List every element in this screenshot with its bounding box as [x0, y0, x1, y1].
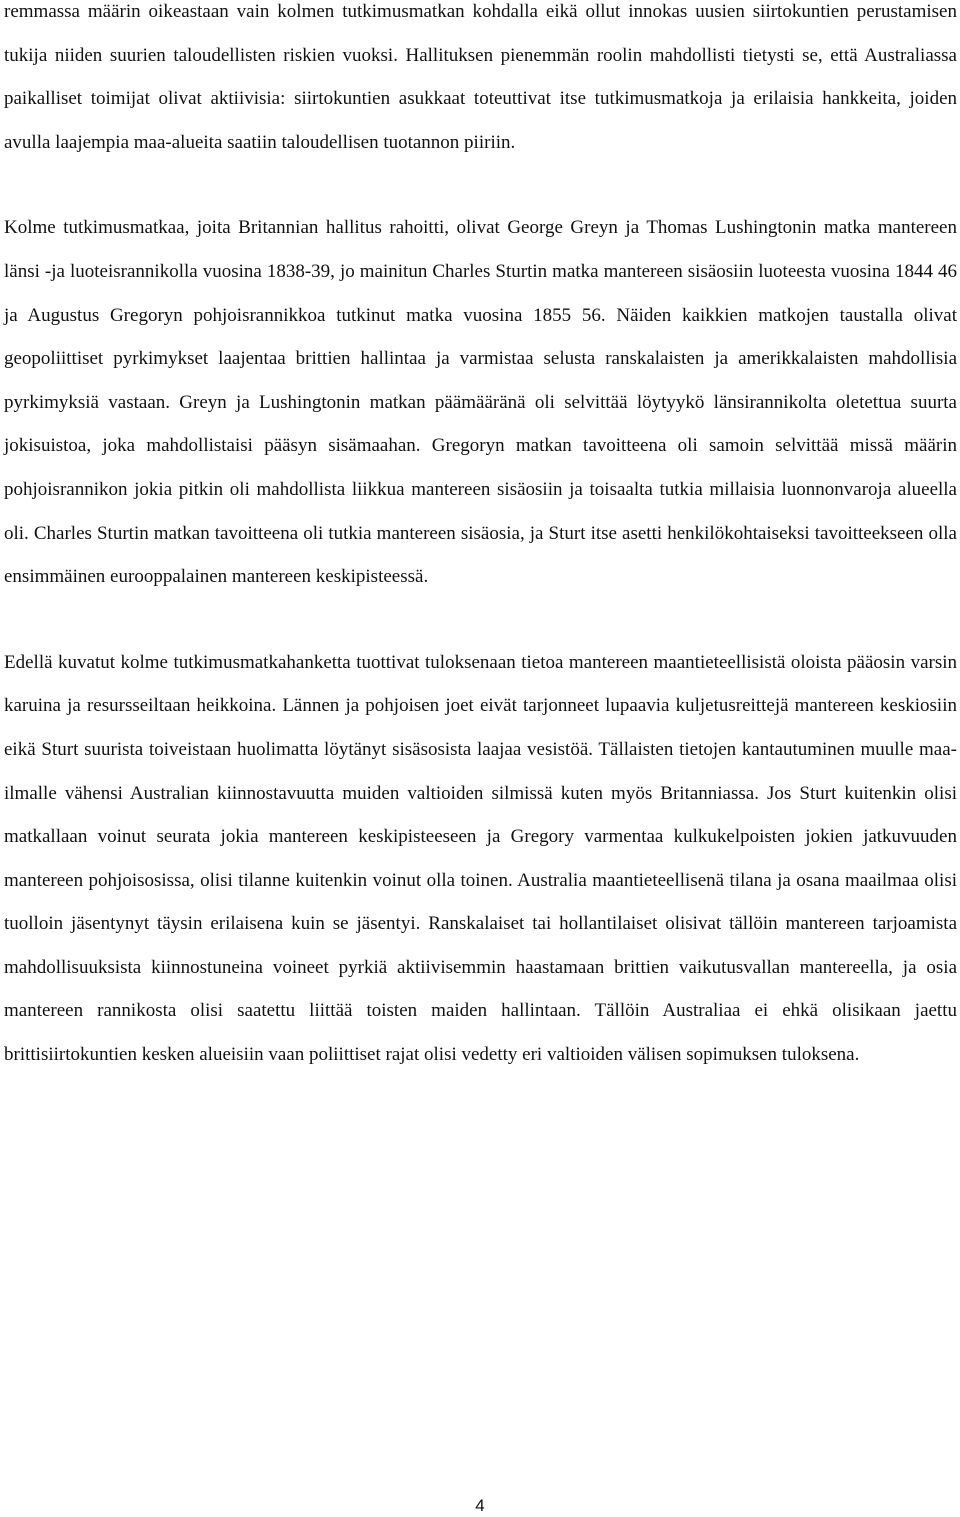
page-number: 4 — [475, 1496, 485, 1515]
paragraph-1: remmassa määrin oikeastaan vain kolmen tutkimusmatkan kohdalla eikä ollut innokas uusien siirtokuntien perustamisen tukija niiden suurien taloudellisten riskien vuoksi. Hallituksen pienemmän roolin mahdollisti tietysti se, että Australiassa paikalliset toimijat olivat aktiivisia: siirtokuntien asukkaat toteuttivat itse tutkimusmatkoja ja erilaisia hankkeita, joiden avulla laajempia maa-alueita saatiin taloudellisen tuotannon piiriin. — [4, 1, 957, 153]
paragraph-3: Edellä kuvatut kolme tutkimusmatkahanketta tuottivat tuloksenaan tietoa mantereen maantieteellisistä oloista pääosin varsin karuina ja resursseiltaan heikkoina. Lännen ja pohjoisen joet eivät tarjonneet lupaavia kuljetusreittejä mantereen keskiosiin eikä Sturt suurista toiveistaan huolimatta löytänyt sisäsosista laajaa vesistöä. Tällaisten tietojen kantautuminen muulle maailmalle vähensi Australian kiinnostavuutta muiden valtioiden silmissä kuten myös Britanniassa. Jos Sturt kuitenkin olisi matkallaan voinut seurata jokia mantereen keskipisteeseen ja Gregory varmentaa kulkukelpoisten jokien jatkuvuuden mantereen pohjoisosissa, olisi tilanne kuitenkin voinut olla toinen. Australia maantieteellisenä tilana ja osana maailmaa olisi tuolloin jäsentynyt täysin erilaisena kuin se jäsentyi. Ranskalaiset tai hollantilaiset olisivat tällöin mantereen tarjoamista mahdollisuuksista kiinnostuneina voineet pyrkiä aktiivisemmin haastamaan brittien vaikutusvallan mantereella, ja osia mantereen rannikosta olisi saatettu liittää toisten maiden hallintaan. Tällöin Australiaa ei ehkä olisikaan jaettu brittisiirtokuntien kesken alueisiin vaan poliittiset rajat olisi vedetty eri valtioiden välisen sopimuksen tuloksena. — [4, 651, 957, 1066]
paragraph-2: Kolme tutkimusmatkaa, joita Britannian hallitus rahoitti, olivat George Greyn ja Thomas Lushingtonin matka mantereen länsi -ja luoteisrannikolla vuosina 1838-39, jo mainitun Charles Sturtin matka mantereen sisäosiin luoteesta vuosina 1844 46 ja Augustus Gregoryn pohjoisrannikkoa tutkinut matka vuosina 1855 56. Näiden kaikkien matkojen taustalla olivat geopoliittiset pyrkimykset laajentaa brittien hallintaa ja varmistaa selusta ranskalaisten ja amerikkalaisten mahdollisia pyrkimyksiä vastaan. Greyn ja Lushingtonin matkan päämääränä oli selvittää löytyykö länsirannikolta oletettua suurta jokisuistoa, joka mahdollistaisi pääsyn sisämaahan. Gregoryn matkan tavoitteena oli samoin selvittää missä määrin pohjoisrannikon jokia pitkin oli mahdollista liikkua mantereen sisäosiin ja toisaalta tutkia millaisia luonnonvaroja alueella oli. Charles Sturtin matkan tavoitteena oli tutkia mantereen sisäosia, ja Sturt itse asetti henkilökohtaiseksi tavoitteekseen olla ensimmäinen eurooppalainen mantereen keskipisteessä. — [4, 217, 957, 588]
document-page — [4, 0, 957, 1077]
